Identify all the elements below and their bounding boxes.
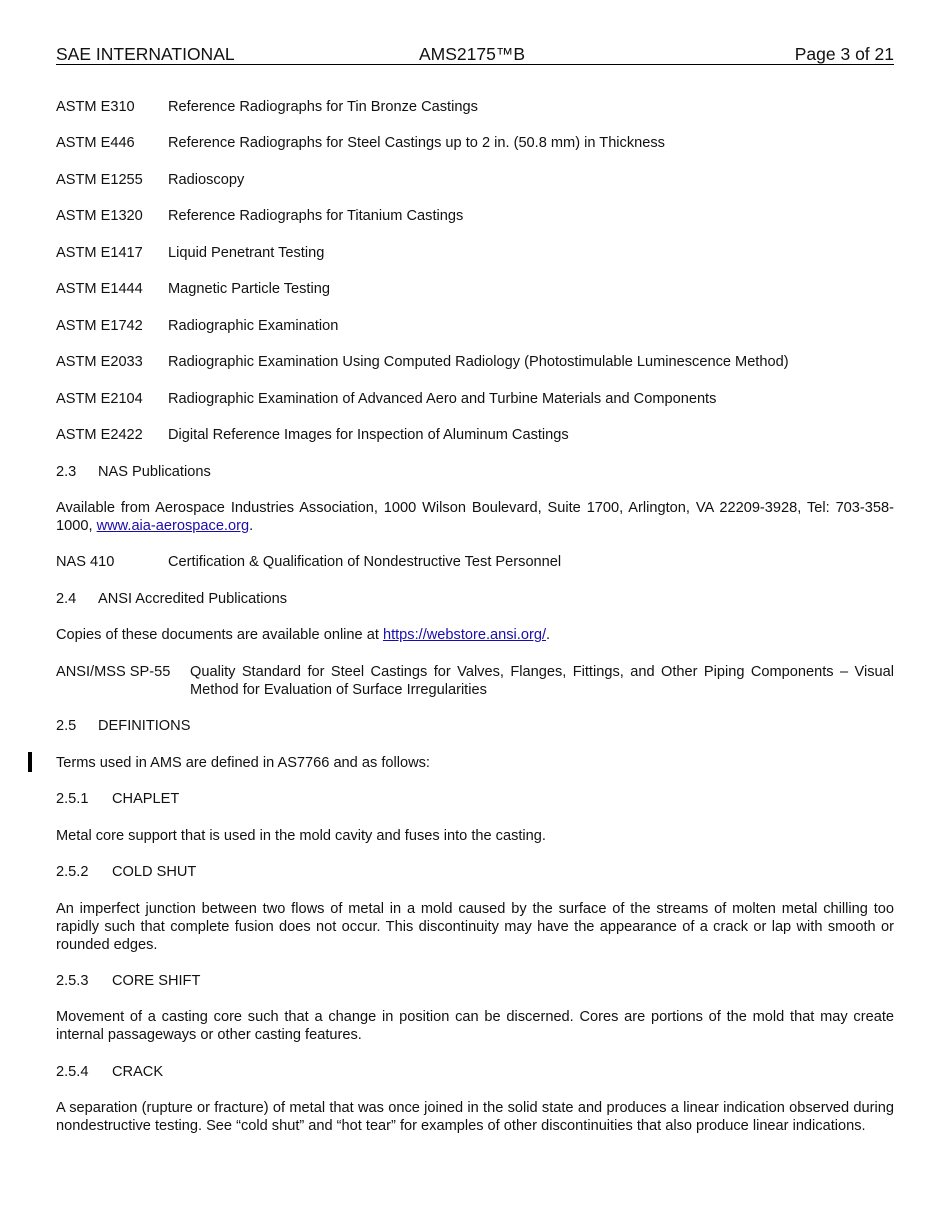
definition-text: Movement of a casting core such that a change in position can be discerned. Cores are portions of the mold that may create internal passageways or other casting features.	[56, 1009, 894, 1043]
definition-term: CHAPLET	[112, 791, 180, 807]
reference-title: Radiographic Examination Using Computed Radiology (Photostimulable Luminescence Method)	[168, 354, 789, 370]
reference-title: Liquid Penetrant Testing	[168, 245, 325, 261]
header-page-number: Page 3 of 21	[794, 44, 894, 64]
reference-code: ASTM E1742	[56, 318, 143, 334]
definition-text: A separation (rupture or fracture) of metal that was once joined in the solid state and produces a linear indication observed during nondestructive testing. See “cold shut” and “hot tear” for examples of other discontinuities that also produce linear indications.	[56, 1100, 894, 1134]
section-title: ANSI Accredited Publications	[98, 591, 288, 607]
reference-code: ASTM E2104	[56, 391, 143, 407]
definition-term: CRACK	[112, 1064, 164, 1080]
reference-code: ASTM E310	[56, 99, 135, 115]
definitions-intro: Terms used in AMS are defined in AS7766 and as follows:	[56, 755, 430, 771]
reference-code: NAS 410	[56, 554, 115, 570]
reference-title: Reference Radiographs for Steel Castings up to 2 in. (50.8 mm) in Thickness	[168, 135, 665, 151]
reference-title: Digital Reference Images for Inspection of Aluminum Castings	[168, 427, 569, 443]
page-header	[56, 44, 894, 65]
section-title: NAS Publications	[98, 464, 211, 480]
reference-code: ASTM E1320	[56, 208, 143, 224]
definition-term: COLD SHUT	[112, 864, 197, 880]
header-document-id: AMS2175™B	[419, 44, 526, 64]
nas-availability-end: .	[249, 518, 254, 534]
definition-number: 2.5.4	[56, 1064, 89, 1080]
reference-title: Radiographic Examination of Advanced Aero and Turbine Materials and Components	[168, 391, 717, 407]
section-number: 2.4	[56, 591, 77, 607]
definition-number: 2.5.1	[56, 791, 89, 807]
definition-text: Metal core support that is used in the mold cavity and fuses into the casting.	[56, 828, 546, 844]
definition-term: CORE SHIFT	[112, 973, 201, 989]
revision-change-bar	[28, 752, 32, 772]
reference-code: ASTM E446	[56, 135, 135, 151]
reference-title: Radioscopy	[168, 172, 245, 188]
section-number: 2.5	[56, 718, 77, 734]
reference-code: ASTM E1255	[56, 172, 143, 188]
reference-title: Magnetic Particle Testing	[168, 281, 330, 297]
section-title: DEFINITIONS	[98, 718, 191, 734]
definition-number: 2.5.3	[56, 973, 89, 989]
ansi-availability	[56, 626, 894, 644]
definition-text: An imperfect junction between two flows of metal in a mold caused by the surface of the streams of molten metal chilling too rapidly such that complete fusion does not occur. This discontinuity may have the appearance of a crack or lap with smooth or rounded edges.	[56, 901, 894, 953]
header-publisher: SAE INTERNATIONAL	[56, 44, 235, 64]
reference-title: Quality Standard for Steel Castings for Valves, Flanges, Fittings, and Other Piping Components – Visual Method for Evaluation of Surface Irregularities	[190, 664, 894, 698]
reference-code: ANSI/MSS SP-55	[56, 664, 171, 680]
reference-title: Reference Radiographs for Tin Bronze Castings	[168, 99, 478, 115]
nas-availability-text: Available from Aerospace Industries Association, 1000 Wilson Boulevard, Suite 1700, Arlington, VA 22209-3928, Tel: 703-358-1000,	[56, 500, 894, 534]
aia-link[interactable]: www.aia-aerospace.org	[96, 518, 250, 534]
reference-title: Radiographic Examination	[168, 318, 339, 334]
ansi-availability-text: Copies of these documents are available online at	[56, 627, 383, 643]
reference-code: ASTM E1417	[56, 245, 143, 261]
reference-code: ASTM E1444	[56, 281, 143, 297]
reference-title: Certification & Qualification of Nondestructive Test Personnel	[168, 554, 562, 570]
reference-title: Reference Radiographs for Titanium Castings	[168, 208, 464, 224]
ansi-webstore-link[interactable]: https://webstore.ansi.org/	[382, 627, 546, 643]
ansi-availability-end: .	[546, 627, 551, 643]
definition-number: 2.5.2	[56, 864, 89, 880]
reference-entry	[56, 663, 894, 699]
nas-availability	[56, 499, 894, 535]
section-number: 2.3	[56, 464, 77, 480]
reference-code: ASTM E2422	[56, 427, 143, 443]
reference-code: ASTM E2033	[56, 354, 143, 370]
